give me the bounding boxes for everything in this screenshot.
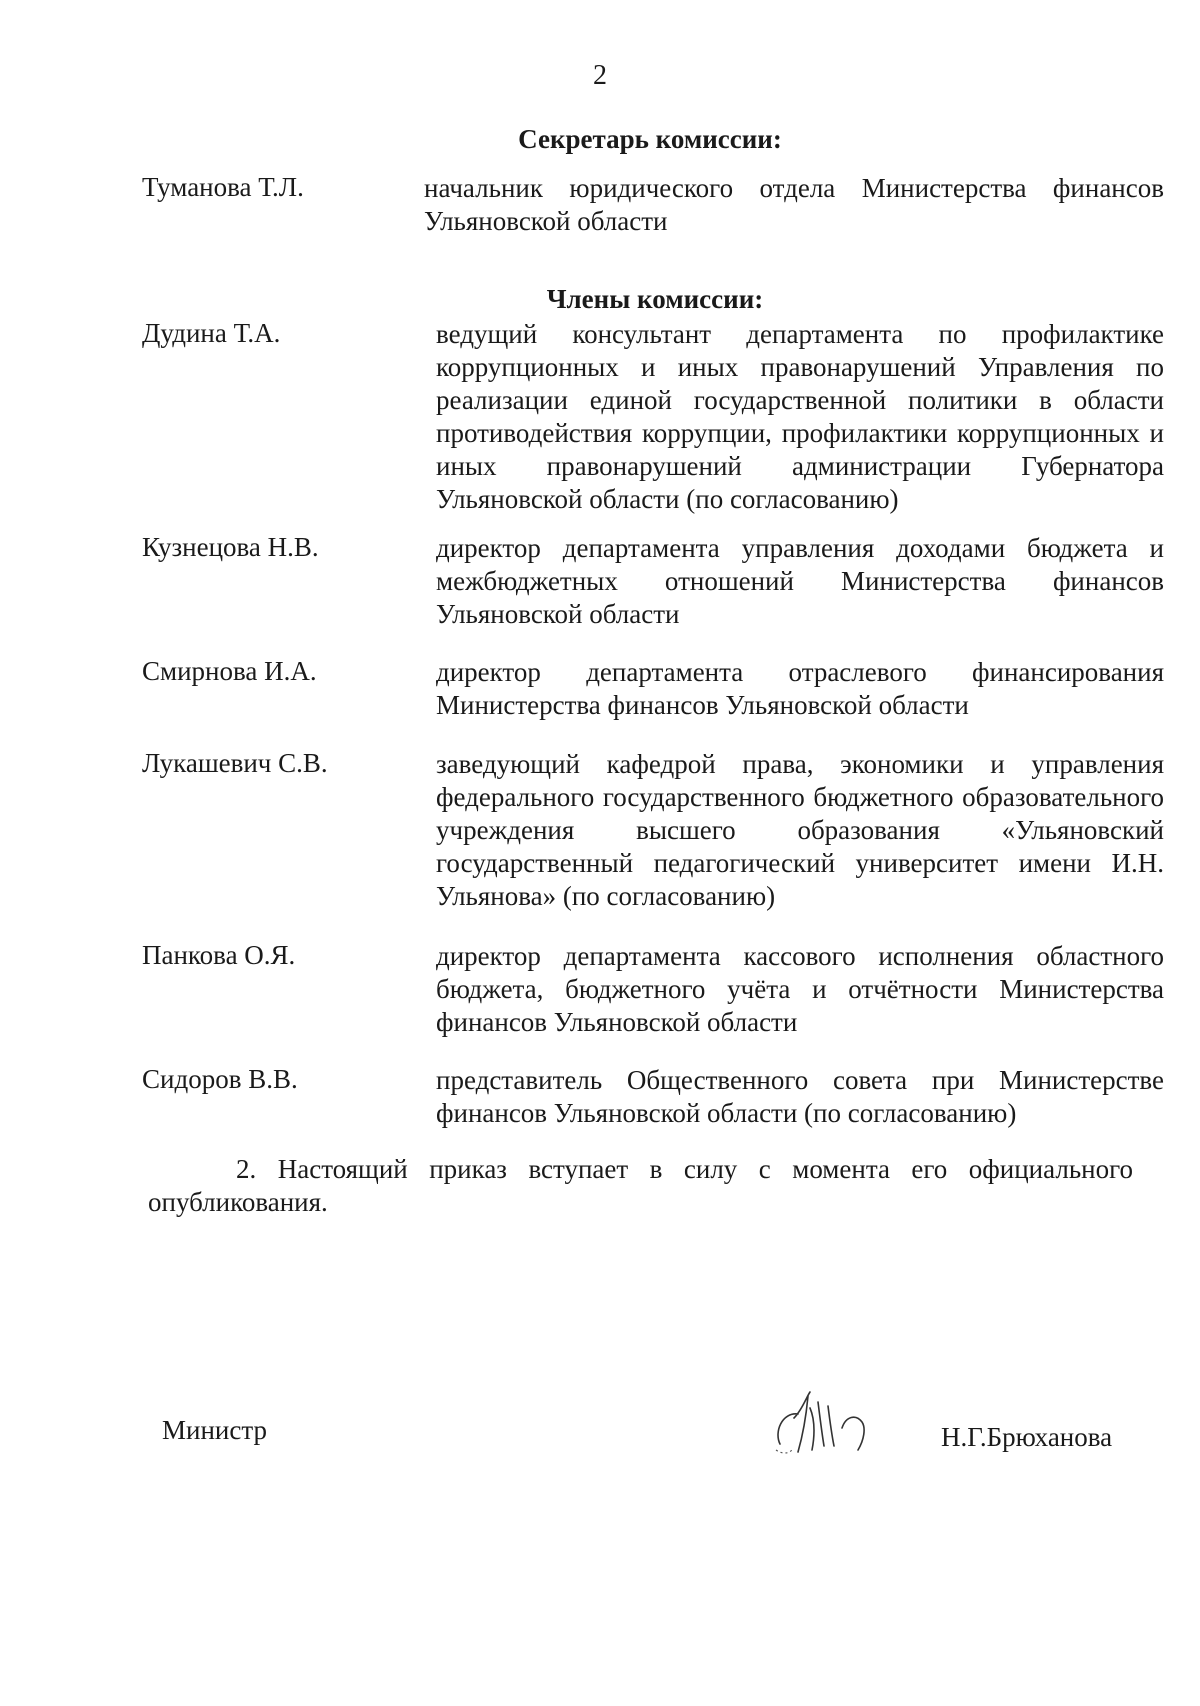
member-role: директор департамента управления доходами бюджета и межбюджетных отношений Министерства финансов Ульяновской области (436, 533, 1164, 629)
member-role: заведующий кафедрой права, экономики и управления федерального государственного бюджетного образовательного учреждения высшего образования «Ульяновский государственный педагогический университет имени И.Н. Ульянова» (по согласованию) (436, 749, 1164, 911)
member-name: Кузнецова Н.В. (142, 532, 319, 562)
member-name: Сидоров В.В. (142, 1064, 298, 1094)
signatory-title: Министр (162, 1415, 267, 1445)
member-name: Смирнова И.А. (142, 656, 317, 686)
secretary-heading: Секретарь комиссии: (518, 124, 782, 154)
member-name: Туманова Т.Л. (142, 172, 304, 202)
member-role: начальник юридического отдела Министерства финансов Ульяновской области (424, 173, 1164, 236)
clause-2-paragraph: 2. Настоящий приказ вступает в силу с момента его официального опубликования. (148, 1154, 1133, 1217)
member-role: директор департамента отраслевого финансирования Министерства финансов Ульяновской области (436, 657, 1164, 720)
members-heading: Члены комиссии: (546, 284, 764, 314)
member-name: Лукашевич С.В. (142, 748, 328, 778)
member-name: Панкова О.Я. (142, 940, 296, 970)
signatory-name: Н.Г.Брюханова (941, 1422, 1113, 1452)
member-name: Дудина Т.А. (142, 318, 281, 348)
page-number: 2 (593, 60, 607, 91)
handwritten-signature (772, 1388, 902, 1468)
member-role: ведущий консультант департамента по профилактике коррупционных и иных правонарушений Управления по реализации единой государственной политики в области противодействия коррупции, профилактики коррупционных и иных правонарушений администрации Губернатора Ульяновской области (по согласованию) (436, 319, 1164, 514)
member-role: представитель Общественного совета при Министерстве финансов Ульяновской области (по согласованию) (436, 1065, 1164, 1128)
member-role: директор департамента кассового исполнения областного бюджета, бюджетного учёта и отчётности Министерства финансов Ульяновской области (436, 941, 1164, 1037)
